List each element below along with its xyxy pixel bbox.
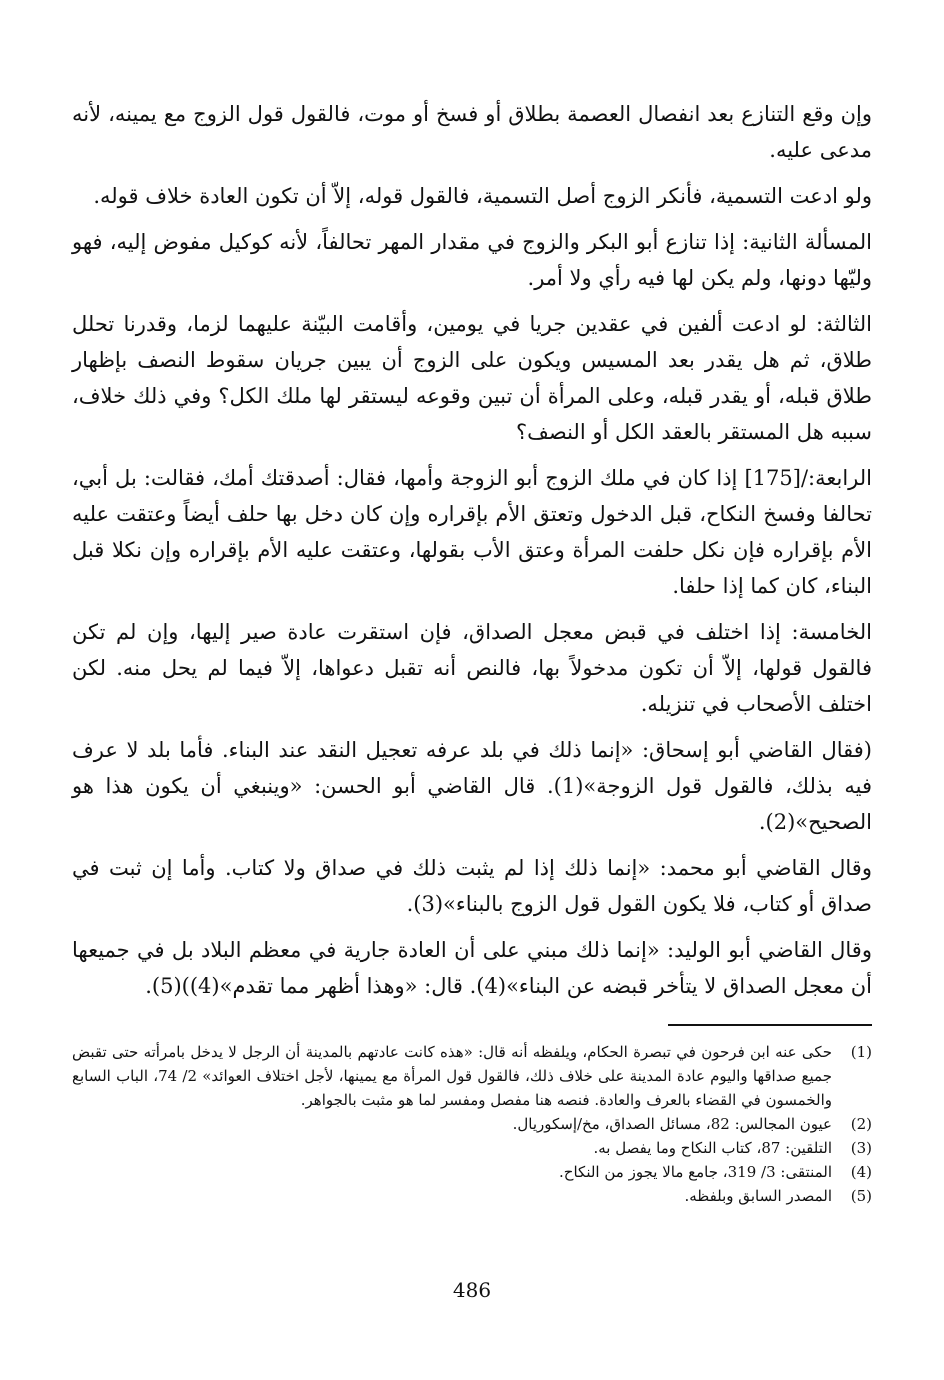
page-number: 486 — [452, 1278, 492, 1302]
paragraph: ولو ادعت التسمية، فأنكر الزوج أصل التسمية، فالقول قوله، إلاّ أن تكون العادة خلاف قوله. — [93, 184, 872, 208]
paragraph: وإن وقع التنازع بعد انفصال العصمة بطلاق أو فسخ أو موت، فالقول قول الزوج مع يمينه، لأنه مدعى عليه. — [72, 102, 872, 162]
footnote-divider — [668, 1024, 872, 1026]
footnote-item — [72, 1184, 872, 1208]
paragraph: (فقال القاضي أبو إسحاق: «إنما ذلك في بلد عرفه تعجيل النقد عند البناء. فأما بلد لا عرف فيه بذلك، فالقول قول الزوجة»(1). قال القاضي أبو الحسن: «وينبغي أن يكون هذا هو الصحيح»(2). — [72, 738, 872, 834]
footnote-number: (1) — [850, 1043, 872, 1061]
footnote-number: (3) — [850, 1139, 872, 1157]
paragraph: الرابعة:/[175] إذا كان في ملك الزوج أبو الزوجة وأمها، فقال: أصدقتك أمك، فقالت: بل أبي، تحالفا وفسخ النكاح، قبل الدخول وتعتق الأم بإقراره وإن كان دخل بها حلف أيضاً وعتقت عليه الأم بإقراره فإن نكل حلفت المرأة وعتق الأب بقولها، وعتقت عليه الأم بإقراره وإن نكلا قبل البناء، كان كما إذا حلفا. — [72, 466, 872, 598]
footnote-number: (4) — [850, 1163, 872, 1181]
main-text — [72, 96, 872, 1014]
footnote-item — [72, 1040, 872, 1112]
footnote-number: (5) — [850, 1187, 872, 1205]
footnote-number: (2) — [850, 1115, 872, 1133]
paragraph: وقال القاضي أبو محمد: «إنما ذلك إذا لم يثبت ذلك في صداق ولا كتاب. وأما إن ثبت في صداق أو كتاب، فلا يكون القول قول الزوج بالبناء»(3). — [72, 856, 872, 916]
footnote-text: حكى عنه ابن فرحون في تبصرة الحكام، ويلفظه أنه قال: «هذه كانت عادتهم بالمدينة أن الرجل لا يدخل بامرأته حتى تقبض جميع صداقها واليوم عادة المدينة على خلاف ذلك، فالقول قول المرأة مع يمينها، لأجل اختلاف العوائد» 2/ 74، الباب السابع والخمسون في القضاء بالعرف والعادة. فنصه هنا مفصل ومفسر لما هو مثبت بالجواهر. — [72, 1043, 832, 1109]
footnote-text: التلقين: 87، كتاب النكاح وما يفصل به. — [593, 1139, 832, 1157]
footnote-item — [72, 1160, 872, 1184]
footnote-text: عيون المجالس: 82، مسائل الصداق، مخ/إسكوريال. — [512, 1115, 832, 1133]
footnotes — [72, 1040, 872, 1208]
footnote-text: المصدر السابق وبلفظه. — [684, 1187, 832, 1205]
footnote-text: المنتقى: 3/ 319، جامع مالا يجوز من النكاح. — [559, 1163, 832, 1181]
footnote-item — [72, 1112, 872, 1136]
paragraph: المسألة الثانية: إذا تنازع أبو البكر والزوج في مقدار المهر تحالفاً، لأنه كوكيل مفوض إليه، فهو وليّها دونها، ولم يكن لها فيه رأي ولا أمر. — [72, 230, 872, 290]
footnote-item — [72, 1136, 872, 1160]
paragraph: الخامسة: إذا اختلف في قبض معجل الصداق، فإن استقرت عادة صير إليها، وإن لم تكن فالقول قولها، إلاّ أن تكون مدخولاً بها، فالنص أنه تقبل دعواها، إلاّ فيما لم يحل منه. لكن اختلف الأصحاب في تنزيله. — [72, 620, 872, 716]
paragraph: وقال القاضي أبو الوليد: «إنما ذلك مبني على أن العادة جارية في معظم البلاد بل في جميعها أن معجل الصداق لا يتأخر قبضه عن البناء»(4). قال: «وهذا أظهر مما تقدم»(4))(5). — [72, 938, 872, 998]
paragraph: الثالثة: لو ادعت ألفين في عقدين جريا في يومين، وأقامت البيّنة عليهما لزما، وقدرنا تحلل طلاق، ثم هل يقدر بعد المسيس ويكون على الزوج أن يبين جريان سقوط النصف بإظهار طلاق قبله، أو يقدر قبله، وعلى المرأة أن تبين وقوعه ليستقر لها ملك الكل؟ وفي ذلك خلاف، سببه هل المستقر بالعقد الكل أو النصف؟ — [72, 312, 872, 444]
